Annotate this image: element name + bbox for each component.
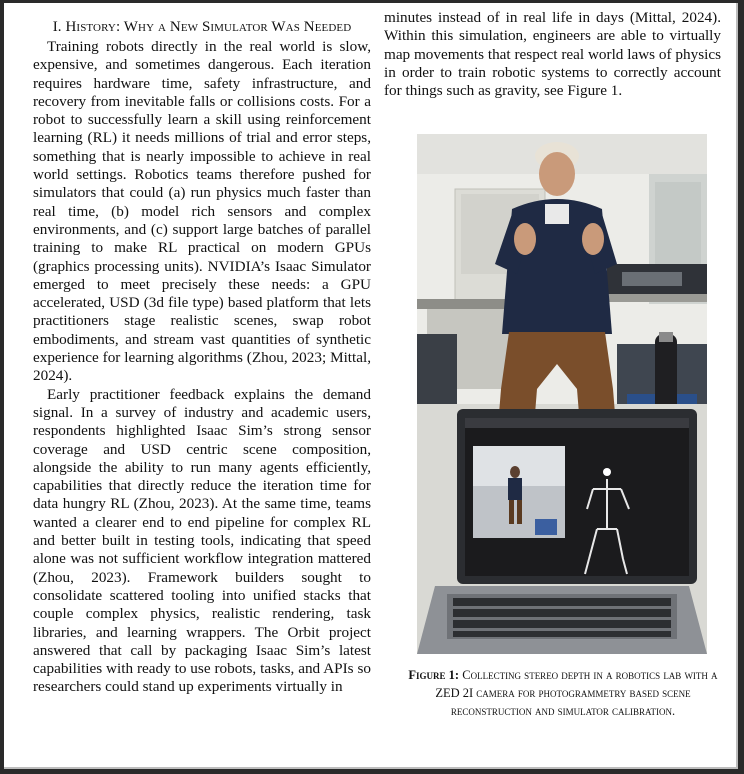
right-column	[384, 9, 721, 100]
paper-page	[4, 3, 738, 769]
figure-1-photo	[417, 134, 707, 654]
figure-caption-text: Collecting stereo depth in a robotics lab with a ZED 2I camera for photogrammetry based scene reconstruction and simulator calibration.	[435, 668, 718, 718]
paragraph-2: Early practitioner feedback explains the demand signal. In a survey of industry and academic users, respondents highlighted Isaac Sim’s strong sensor coverage and USD centric scene composition, alongside the ability to run many agents efficiently, capabilities that directly reduce the iteration time for data hungry RL (Zhou, 2023). At the same time, teams wanted a clearer end to end pipeline for complex RL and better built in testing tools, indicating that speed alone was not sufficient workflow integration mattered (Zhou, 2023). Framework builders sought to consolidate scattered tooling into unified stacks that couple complex physics, realistic rendering, task libraries, and learning wrappers. The Orbit project answered that call by packaging Isaac Sim’s latest capabilities with ready to use robots, tasks, and APIs so researchers could stand up experiments virtually in	[33, 385, 371, 696]
paragraph-3: minutes instead of in real life in days (Mittal, 2024). Within this simulation, engineers are able to virtually map movements that respect real world laws of physics in order to train robotic systems to correctly account for things such as gravity, see Figure 1.	[384, 9, 721, 100]
figure-label: Figure 1:	[408, 668, 460, 682]
figure-1-caption	[398, 666, 728, 720]
section-heading: I. History: Why a New Simulator Was Needed	[52, 19, 352, 35]
paragraph-1: Training robots directly in the real world is slow, expensive, and sometimes dangerous. Each iteration requires hardware time, safety infrastructure, and recovery from inevitable falls or collisions costs. For a robot to successfully learn a skill using reinforcement learning (RL) it needs millions of trial and error steps, something that is nearly impossible to achieve in real world settings. Robotics teams therefore pushed for simulators that could (a) run physics much faster than real time, (b) model rich sensors and complex environments, and (c) support large batches of parallel training to make RL practical on modern GPUs (graphics processing units). NVIDIA’s Isaac Simulator emerged to meet precisely these needs: a GPU accelerated, USD (3d file type) based platform that lets practitioners stage realistic scenes, swap robot embodiments, and stream vast quantities of synthetic experience for learning algorithms (Zhou, 2023; Mittal, 2024).	[33, 38, 371, 385]
lab-photo-illustration	[417, 134, 707, 654]
left-column	[33, 18, 371, 697]
